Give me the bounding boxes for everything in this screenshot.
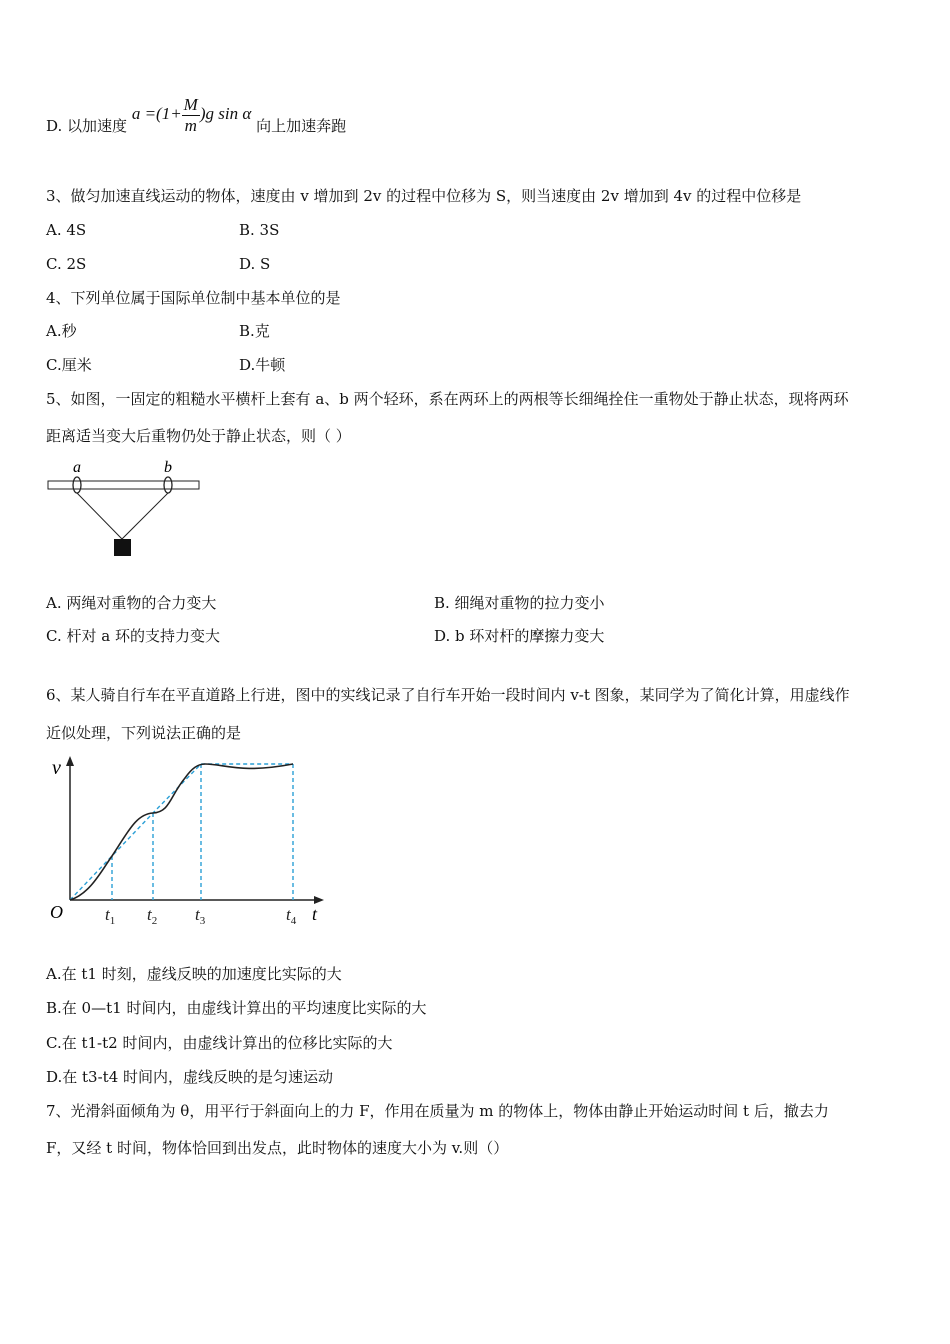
formula-numerator: M xyxy=(183,94,198,114)
q4-option-d: D.牛顿 xyxy=(239,356,286,374)
tick-t2: $t_2$ xyxy=(147,905,158,927)
q5-stem-line1: 5、如图，一固定的粗糙水平横杆上套有 a、b 两个轻环，系在两环上的两根等长细绳拴住一重物处于静止状态，现将两环 xyxy=(46,390,849,408)
q2-option-d xyxy=(46,94,347,148)
q3-stem: 3、做匀加速直线运动的物体，速度由 v 增加到 2v 的过程中位移为 S，则当速度由 2v 增加到 4v 的过程中位移是 xyxy=(46,187,802,205)
q5-option-b: B. 细绳对重物的拉力变小 xyxy=(434,594,605,612)
q7-stem-line1: 7、光滑斜面倾角为 θ，用平行于斜面向上的力 F，作用在质量为 m 的物体上，物体由静止开始运动时间 t 后，撤去力 xyxy=(46,1102,829,1120)
q6-option-d: D.在 t3-t4 时间内，虚线反映的是匀速运动 xyxy=(46,1068,334,1086)
fig-label-a: a xyxy=(73,459,81,476)
rope-right xyxy=(122,493,168,539)
origin-label: O xyxy=(50,902,63,922)
q3-option-a: A. 4S xyxy=(46,221,87,239)
fig-label-b: b xyxy=(164,459,172,476)
q6-option-c: C.在 t1-t2 时间内，由虚线计算出的位移比实际的大 xyxy=(46,1034,393,1052)
q6-option-b: B.在 0—t1 时间内，由虚线计算出的平均速度比实际的大 xyxy=(46,999,427,1017)
q6-stem-line1: 6、某人骑自行车在平直道路上行进，图中的实线记录了自行车开始一段时间内 v-t 图象，某同学为了简化计算，用虚线作 xyxy=(46,686,850,704)
q5-option-c: C. 杆对 a 环的支持力变大 xyxy=(46,627,220,645)
formula-tail: )g sin α xyxy=(199,104,252,123)
tick-t4: $t_4$ xyxy=(286,905,297,927)
hanging-weight xyxy=(114,539,131,556)
formula-eq: =(1+ xyxy=(140,104,182,123)
solid-actual-curve xyxy=(70,764,293,900)
q2-option-d-prefix: D. 以加速度 xyxy=(46,117,128,135)
y-axis-arrow xyxy=(66,756,74,766)
dashed-approx-line xyxy=(70,764,293,900)
rope-left xyxy=(77,493,122,539)
q5-option-a: A. 两绳对重物的合力变大 xyxy=(46,594,217,612)
q7-stem-line2: F，又经 t 时间，物体恰回到出发点，此时物体的速度大小为 v.则（） xyxy=(46,1139,509,1157)
q4-stem: 4、下列单位属于国际单位制中基本单位的是 xyxy=(46,289,341,307)
q3-option-d: D. S xyxy=(239,255,271,273)
vt-graph xyxy=(40,752,340,932)
formula-fraction xyxy=(182,95,200,136)
q4-option-a: A.秒 xyxy=(46,322,77,340)
q5-option-d: D. b 环对杆的摩擦力变大 xyxy=(434,627,605,645)
tick-t3: $t_3$ xyxy=(195,905,206,927)
q4-option-b: B.克 xyxy=(239,322,270,340)
rings-on-rod-figure xyxy=(40,455,210,565)
formula-a: a xyxy=(131,104,141,123)
tick-t1: $t_1$ xyxy=(105,905,116,927)
q3-option-b: B. 3S xyxy=(239,221,280,239)
q6-option-a: A.在 t1 时刻，虚线反映的加速度比实际的大 xyxy=(46,965,342,983)
y-axis-label: v xyxy=(52,757,61,779)
q4-option-c: C.厘米 xyxy=(46,356,92,374)
formula-denominator: m xyxy=(184,115,197,135)
x-axis-label: t xyxy=(312,904,318,924)
horizontal-rod xyxy=(48,481,199,489)
x-axis-arrow xyxy=(314,896,324,904)
q2-option-d-suffix: 向上加速奔跑 xyxy=(256,117,347,135)
q6-stem-line2: 近似处理，下列说法正确的是 xyxy=(46,724,242,742)
q3-option-c: C. 2S xyxy=(46,255,87,273)
q5-stem-line2: 距离适当变大后重物仍处于静止状态，则（ ） xyxy=(46,427,351,445)
